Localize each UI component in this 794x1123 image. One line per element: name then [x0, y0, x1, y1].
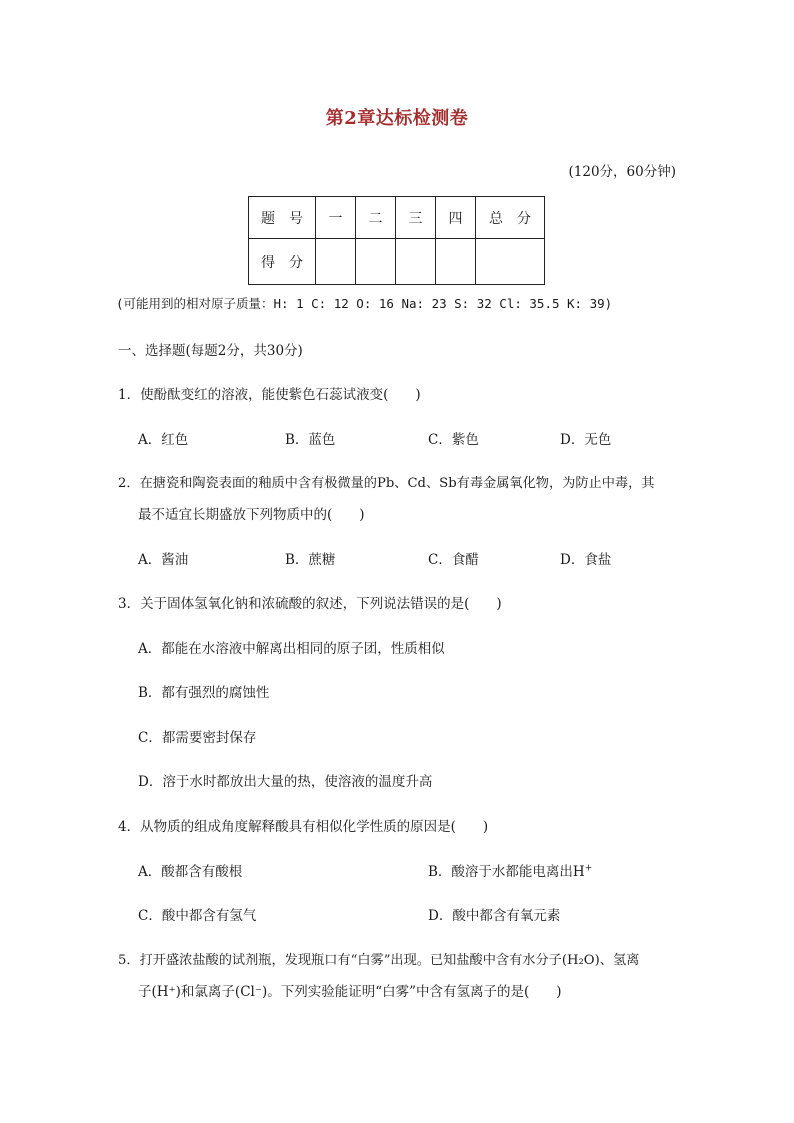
- question-2-stem-line2: 最不适宜长期盛放下列物质中的( ): [138, 507, 365, 523]
- q3-option-c: C．都需要密封保存: [138, 730, 257, 746]
- score-cell[interactable]: [356, 239, 396, 285]
- score-table-header-row: [249, 197, 545, 239]
- q2-option-c: C．食醋: [428, 552, 479, 568]
- question-1-stem: 1．使酚酞变红的溶液，能使紫色石蕊试液变( ): [118, 387, 421, 403]
- q3-option-a: A．都能在水溶液中解离出相同的原子团，性质相似: [138, 641, 445, 657]
- question-2-stem-line1: 2．在搪瓷和陶瓷表面的釉质中含有极微量的Pb、Cd、Sb有毒金属氧化物，为防止中毒，其: [118, 476, 655, 491]
- q4-option-b: [428, 860, 592, 880]
- question-4-stem: 4．从物质的组成角度解释酸具有相似化学性质的原因是( ): [118, 819, 489, 835]
- q4-option-c: C．酸中都含有氢气: [138, 908, 257, 924]
- score-cell[interactable]: [396, 239, 436, 285]
- question-3-stem: 3．关于固体氢氧化钠和浓硫酸的叙述，下列说法错误的是( ): [118, 596, 502, 612]
- score-header-cell: 一: [316, 197, 356, 239]
- score-header-cell: 二: [356, 197, 396, 239]
- q1-option-c: C．紫色: [428, 432, 479, 448]
- score-header-cell: 三: [396, 197, 436, 239]
- section-heading: 一、选择题(每题2分，共30分): [118, 343, 303, 359]
- q2-option-d: D．食盐: [560, 552, 612, 568]
- q1-option-b: B．蓝色: [285, 432, 336, 448]
- question-5-stem-line2: 子(H⁺)和氯离子(Cl⁻)。下列实验能证明“白雾”中含有氢离子的是( ): [138, 984, 562, 1000]
- q2-option-a: A．酱油: [138, 552, 189, 568]
- page-title: 第2章达标检测卷: [325, 108, 469, 129]
- score-cell[interactable]: [476, 239, 545, 285]
- score-table: [248, 196, 545, 285]
- q1-option-d: D．无色: [560, 432, 612, 448]
- q4-option-b-text: B．酸溶于水都能电离出H: [428, 864, 585, 880]
- score-cell[interactable]: [316, 239, 356, 285]
- score-header-cell: 题 号: [249, 197, 316, 239]
- score-table-score-row: [249, 239, 545, 285]
- q3-option-d: D．溶于水时都放出大量的热，使溶液的温度升高: [138, 774, 433, 790]
- atomic-mass-note: (可能用到的相对原子质量：H: 1 C: 12 O: 16 Na: 23 S: 32 Cl: 35.5 K: 39): [116, 296, 613, 311]
- q4-option-a: A．酸都含有酸根: [138, 864, 243, 880]
- q2-option-b: B．蔗糖: [285, 552, 336, 568]
- q4-option-d: D．酸中都含有氧元素: [428, 908, 561, 924]
- hydrogen-ion-charge: +: [584, 863, 593, 874]
- score-header-cell: 总 分: [476, 197, 545, 239]
- q1-option-a: A．红色: [138, 432, 189, 448]
- score-header-cell: 四: [436, 197, 476, 239]
- score-row-label: 得 分: [249, 239, 316, 285]
- exam-timing: (120分，60分钟): [568, 164, 676, 180]
- question-5-stem-line1: 5．打开盛浓盐酸的试剂瓶，发现瓶口有“白雾”出现。已知盐酸中含有水分子(H₂O)、氢离: [118, 953, 640, 968]
- score-cell[interactable]: [436, 239, 476, 285]
- q3-option-b: B．都有强烈的腐蚀性: [138, 685, 270, 701]
